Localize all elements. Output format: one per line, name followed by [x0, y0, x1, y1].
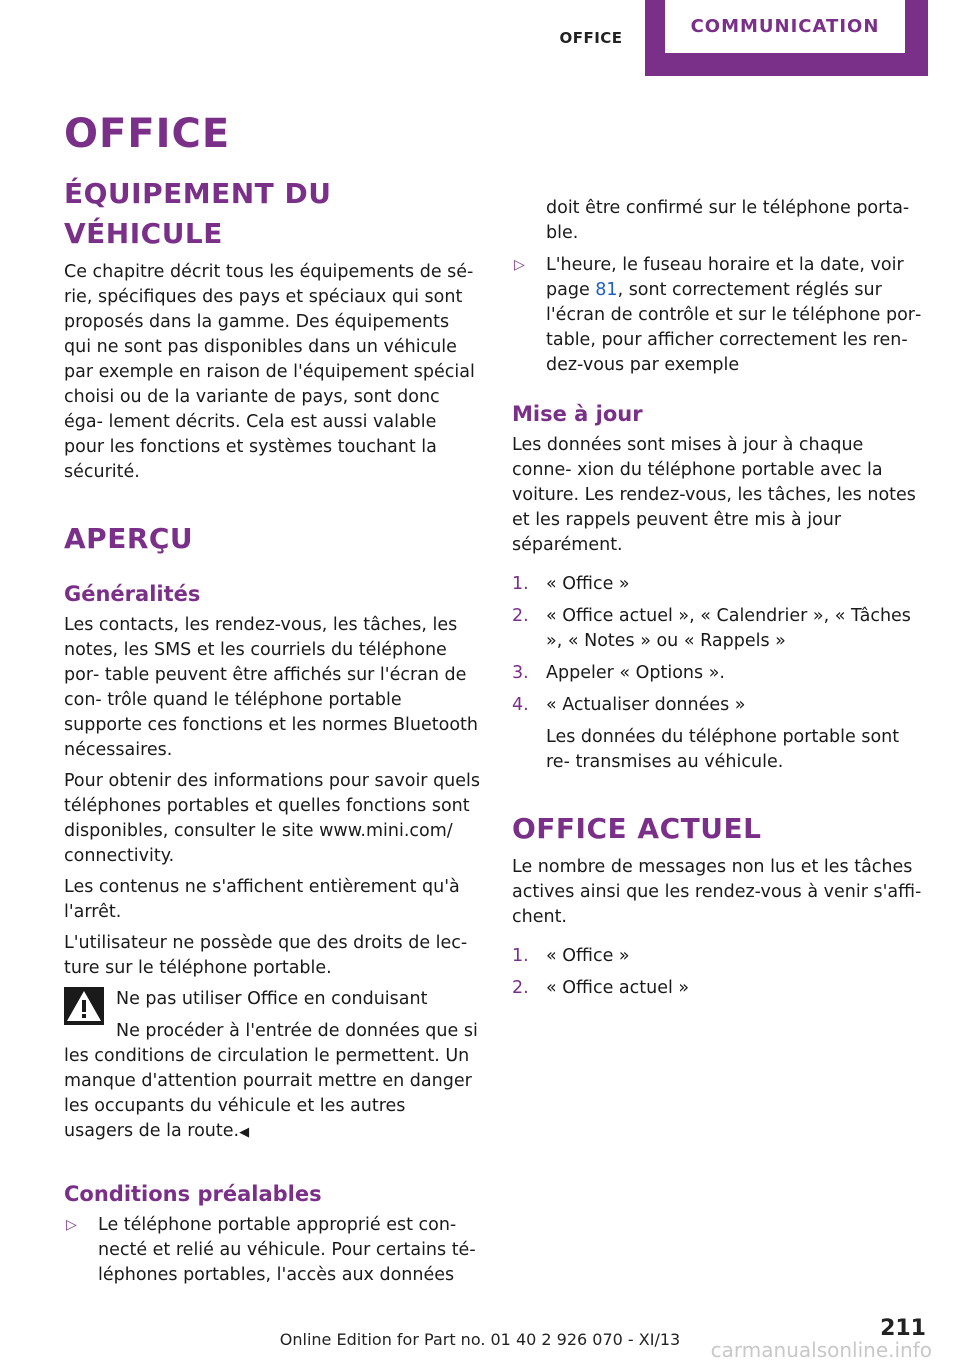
general-paragraph-1: Les contacts, les rendez-vous, les tâches, les notes, les SMS et les courriels du téléphone por‐ table peuvent être affichés sur l'écran de con‐ trôle quand le téléphone portable supporte ces fonctions et les normes Bluetooth nécessaires.: [64, 615, 479, 760]
list-item: [512, 944, 928, 969]
step-text: « Office »: [546, 946, 630, 966]
header-tab-communication: [645, 0, 928, 76]
step-text: « Office actuel », « Calendrier », « Tâches », « Notes » ou « Rappels »: [546, 606, 911, 651]
update-steps: [512, 572, 928, 718]
right-column: [512, 196, 928, 1008]
list-item: [512, 572, 928, 597]
step-number: 2.: [512, 978, 529, 998]
list-item: [512, 604, 928, 654]
header-tab-communication-label: COMMUNICATION: [665, 0, 905, 53]
prerequisites-bullet-1-continued: doit être confirmé sur le téléphone porta‐ ble.: [546, 198, 910, 243]
prerequisites-list: [64, 1213, 480, 1288]
step-number: 4.: [512, 695, 529, 715]
list-item: [512, 693, 928, 718]
current-office-text: Le nombre de messages non lus et les tâches actives ainsi que les rendez-vous à venir s'affi‐ chent.: [512, 857, 922, 927]
end-mark-icon: ◀: [239, 1125, 250, 1140]
list-item: [512, 253, 928, 378]
step-text: « Actualiser données »: [546, 695, 746, 715]
general-heading: Généralités: [64, 582, 201, 606]
list-item: [64, 1213, 480, 1288]
page-number: 211: [880, 1316, 926, 1341]
list-item-text: Le téléphone portable approprié est con‐ necté et relié au véhicule. Pour certains té‐ léphones portables, l'accès aux données: [98, 1215, 476, 1285]
footer-edition: Online Edition for Part no. 01 40 2 926 070 - XI/13: [279, 1330, 681, 1349]
bullet-triangle-icon: ▷: [66, 1217, 77, 1233]
general-paragraph-4: L'utilisateur ne possède que des droits de lec‐ ture sur le téléphone portable.: [64, 933, 468, 978]
chapter-title: OFFICE: [64, 111, 231, 157]
list-item: [512, 661, 928, 686]
general-paragraph-3: Les contenus ne s'affichent entièrement qu'à l'arrêt.: [64, 877, 460, 922]
prerequisites-list-continued: [512, 253, 928, 378]
list-item-text-pre: L'heure, le fuseau horaire et la date, voir page: [546, 255, 904, 300]
update-heading: Mise à jour: [512, 402, 643, 426]
bullet-triangle-icon: ▷: [514, 257, 525, 273]
warning-triangle-icon: [64, 987, 104, 1025]
step-text: « Office »: [546, 574, 630, 594]
step-number: 1.: [512, 574, 529, 594]
step-text: « Office actuel »: [546, 978, 690, 998]
current-office-steps: [512, 944, 928, 1001]
step-number: 2.: [512, 606, 529, 626]
update-step-4-note: Les données du téléphone portable sont re‐ transmises au véhicule.: [546, 727, 900, 772]
current-office-heading: OFFICE ACTUEL: [512, 812, 762, 845]
step-number: 3.: [512, 663, 529, 683]
header-tab-office: OFFICE: [559, 29, 623, 47]
equipment-heading: ÉQUIPEMENT DU VÉHICULE: [64, 177, 332, 250]
general-paragraph-2: Pour obtenir des informations pour savoir quels téléphones portables et quelles fonctions sont disponibles, consulter le site www.mini.com/ connectivity.: [64, 771, 481, 866]
warning-lead: Ne procéder à l'entrée de données que si: [116, 1021, 478, 1041]
watermark: carmanualsonline.info: [710, 1338, 932, 1362]
prerequisites-heading: Conditions préalables: [64, 1182, 322, 1206]
update-text: Les données sont mises à jour à chaque conne‐ xion du téléphone portable avec la voiture. Les rendez-vous, les tâches, les notes et les rappels peuvent être mis à jour séparément.: [512, 435, 916, 555]
warning-box: [64, 987, 480, 1145]
list-item-text-post: , sont correctement réglés sur l'écran de contrôle et sur le téléphone por‐ table, pour afficher correctement les ren‐ dez-vous par exemple: [546, 280, 922, 375]
page-link[interactable]: 81: [595, 280, 618, 300]
step-number: 1.: [512, 946, 529, 966]
warning-body: [64, 1019, 480, 1145]
list-item: [512, 976, 928, 1001]
equipment-text: Ce chapitre décrit tous les équipements de sé‐ rie, spécifiques des pays et spéciaux qui sont proposés dans la gamme. Des équipements qui ne sont pas disponibles dans un véhicule par exemple en raison de l'équipement spécial choisi ou de la variante de pays, sont donc éga‐ lement décrits. Cela est aussi valable pour les fonctions et systèmes touchant la sécurité.: [64, 262, 475, 482]
left-column: [64, 108, 480, 1295]
step-text: Appeler « Options ».: [546, 663, 725, 683]
overview-heading: APERÇU: [64, 522, 194, 555]
warning-rest: les conditions de circulation le permettent. Un manque d'attention pourrait mettre en danger les occupants du véhicule et les autres usagers de la route.: [64, 1046, 472, 1141]
warning-title: Ne pas utiliser Office en conduisant: [116, 989, 428, 1009]
